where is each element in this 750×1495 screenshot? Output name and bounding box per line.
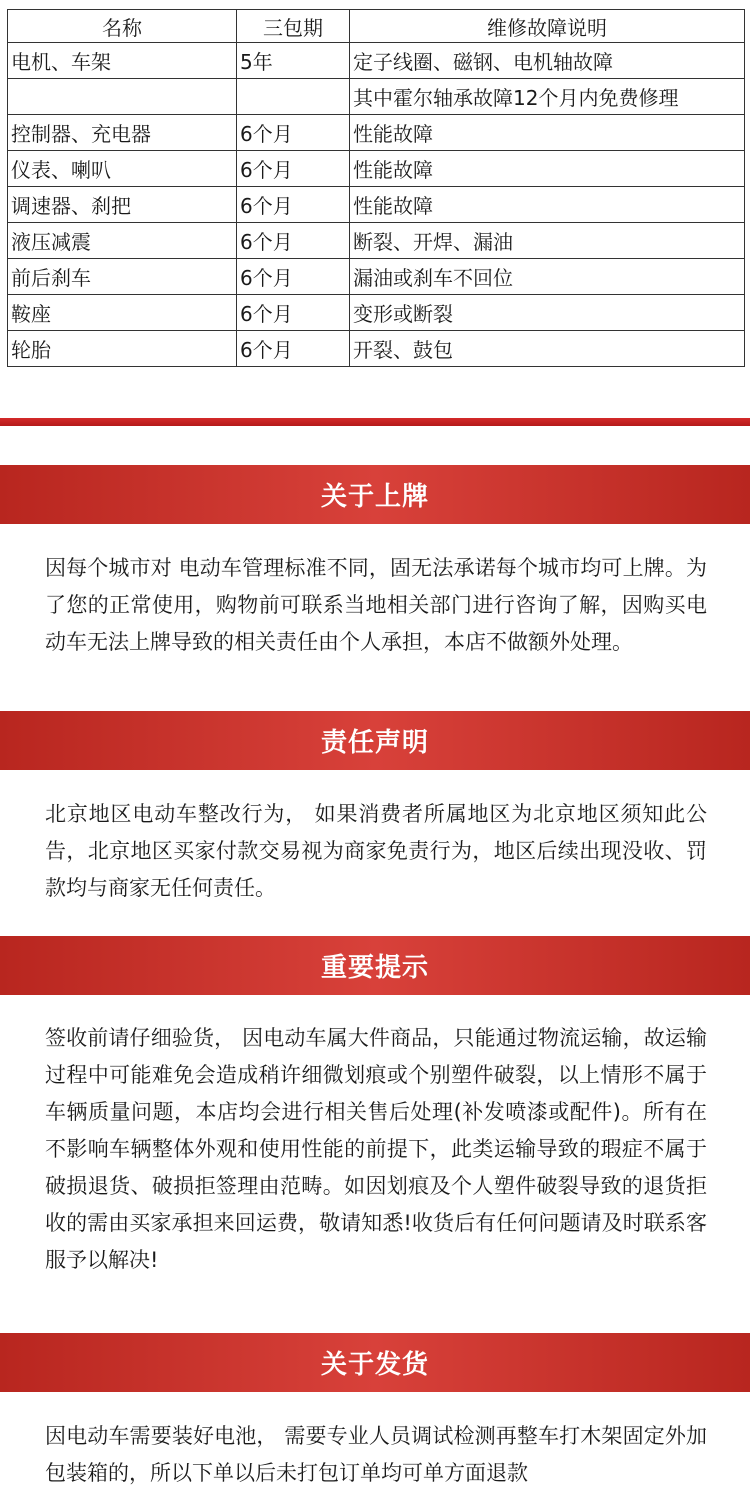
- cell-description: 开裂、鼓包: [350, 331, 745, 367]
- cell-name: 调速器、刹把: [8, 187, 237, 223]
- red-divider: [0, 418, 750, 426]
- cell-description: 漏油或刹车不回位: [350, 259, 745, 295]
- section-banner-important-notice: [0, 936, 750, 995]
- cell-period: [237, 79, 350, 115]
- cell-description: 性能故障: [350, 151, 745, 187]
- table-row: [8, 187, 745, 223]
- section-banner-license: [0, 465, 750, 524]
- cell-period: 6个月: [237, 151, 350, 187]
- cell-name: [8, 79, 237, 115]
- table-row: [8, 331, 745, 367]
- cell-description: 性能故障: [350, 187, 745, 223]
- table-row: [8, 43, 745, 79]
- section-body-disclaimer: 北京地区电动车整改行为， 如果消费者所属地区为北京地区须知此公告，北京地区买家付款交易视为商家免责行为，地区后续出现没收、罚款均与商家无任何责任。: [45, 802, 707, 900]
- cell-period: 6个月: [237, 115, 350, 151]
- section-banner-disclaimer: [0, 711, 750, 770]
- section-body-license: 因每个城市对 电动车管理标准不同，固无法承诺每个城市均可上牌。为了您的正常使用，购物前可联系当地相关部门进行咨询了解，因购买电动车无法上牌导致的相关责任由个人承担，本店不做额外处理。: [45, 556, 707, 654]
- section-title: 关于发货: [320, 1350, 429, 1380]
- cell-name: 轮胎: [8, 331, 237, 367]
- cell-name: 仪表、喇叭: [8, 151, 237, 187]
- table-row: [8, 151, 745, 187]
- cell-name: 控制器、充电器: [8, 115, 237, 151]
- cell-description: 变形或断裂: [350, 295, 745, 331]
- warranty-table: [7, 9, 745, 367]
- table-row: [8, 79, 745, 115]
- section-title: 关于上牌: [320, 482, 429, 512]
- table-row: [8, 223, 745, 259]
- cell-name: 前后刹车: [8, 259, 237, 295]
- section-body-important-notice: 签收前请仔细验货， 因电动车属大件商品，只能通过物流运输，故运输过程中可能难免会造成稍许细微划痕或个别塑件破裂，以上情形不属于车辆质量问题，本店均会进行相关售后处理(补发喷漆或配件)。所有在不影响车辆整体外观和使用性能的前提下，此类运输导致的瑕症不属于破损退货、破损拒签理由范畴。如因划痕及个人塑件破裂导致的退货拒收的需由买家承担来回运费，敬请知悉!收货后有任何问题请及时联系客服予以解决!: [45, 1026, 707, 1272]
- header-name: 名称: [8, 10, 237, 43]
- cell-name: 液压减震: [8, 223, 237, 259]
- cell-name: 电机、车架: [8, 43, 237, 79]
- cell-period: 6个月: [237, 295, 350, 331]
- header-warranty-period: 三包期: [237, 10, 350, 43]
- cell-description: 断裂、开焊、漏油: [350, 223, 745, 259]
- table-row: [8, 259, 745, 295]
- cell-description: 其中霍尔轴承故障12个月内免费修理: [350, 79, 745, 115]
- table-row: [8, 295, 745, 331]
- cell-description: 性能故障: [350, 115, 745, 151]
- cell-period: 6个月: [237, 187, 350, 223]
- section-banner-shipping: [0, 1333, 750, 1392]
- section-title: 重要提示: [320, 953, 429, 983]
- cell-name: 鞍座: [8, 295, 237, 331]
- cell-period: 6个月: [237, 223, 350, 259]
- cell-description: 定子线圈、磁钢、电机轴故障: [350, 43, 745, 79]
- cell-period: 6个月: [237, 331, 350, 367]
- header-repair-description: 维修故障说明: [350, 10, 745, 43]
- table-row: [8, 115, 745, 151]
- table-header-row: [8, 10, 745, 43]
- section-title: 责任声明: [320, 728, 429, 758]
- section-body-shipping: 因电动车需要装好电池， 需要专业人员调试检测再整车打木架固定外加包装箱的，所以下单以后未打包订单均可单方面退款: [45, 1424, 707, 1485]
- cell-period: 6个月: [237, 259, 350, 295]
- cell-period: 5年: [237, 43, 350, 79]
